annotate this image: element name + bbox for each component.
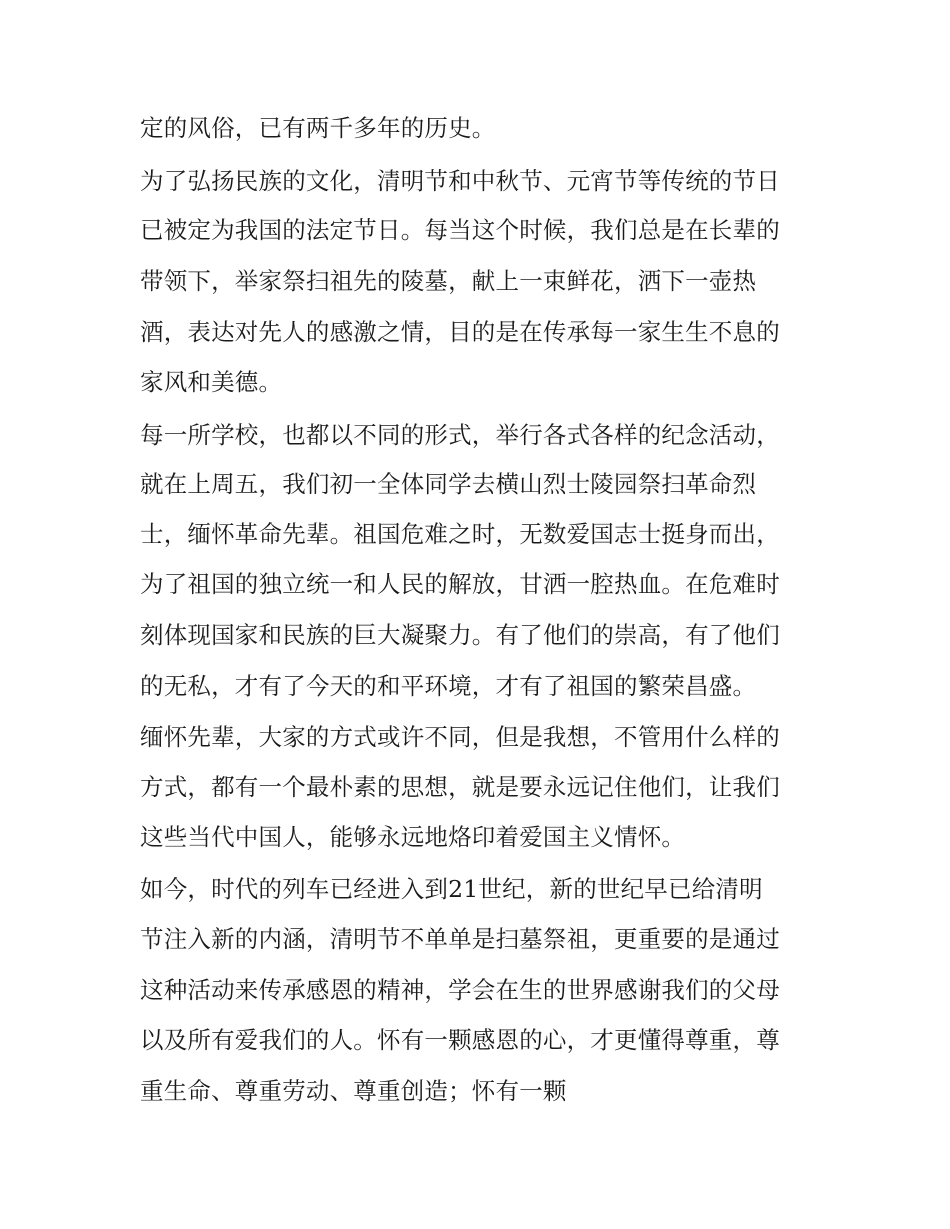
text-line: 为了祖国的独立统一和人民的解放，甘洒一腔热血。在危难时 xyxy=(140,570,780,598)
text-line: 重生命、尊重劳动、尊重创造；怀有一颗 xyxy=(140,1077,567,1105)
text-line: 如今，时代的列车已经进入到21世纪，新的世纪早已给清明 xyxy=(140,875,763,903)
text-line: 方式，都有一个最朴素的思想，就是要永远记住他们，让我们 xyxy=(140,773,780,801)
text-line: 家风和美德。 xyxy=(140,368,283,396)
text-line: 定的风俗，已有两千多年的历史。 xyxy=(140,114,496,142)
text-line: 士，缅怀革命先辈。祖国危难之时，无数爱国志士挺身而出， xyxy=(140,520,780,548)
text-line: 这种活动来传承感恩的精神，学会在生的世界感谢我们的父母 xyxy=(140,976,780,1004)
text-line: 为了弘扬民族的文化，清明节和中秋节、元宵节等传统的节日 xyxy=(140,167,780,195)
text-line: 酒，表达对先人的感激之情，目的是在传承每一家生生不息的 xyxy=(140,318,780,346)
text-line: 缅怀先辈，大家的方式或许不同，但是我想，不管用什么样的 xyxy=(140,723,780,751)
text-line: 已被定为我国的法定节日。每当这个时候，我们总是在长辈的 xyxy=(140,216,780,244)
text-line: 这些当代中国人，能够永远地烙印着爱国主义情怀。 xyxy=(140,823,686,851)
text-line: 带领下，举家祭扫祖先的陵墓，献上一束鲜花，洒下一壶热 xyxy=(140,267,757,295)
text-line: 就在上周五，我们初一全体同学去横山烈士陵园祭扫革命烈 xyxy=(140,470,757,498)
text-line: 刻体现国家和民族的巨大凝聚力。有了他们的崇高，有了他们 xyxy=(140,621,780,649)
text-line: 节注入新的内涵，清明节不单单是扫墓祭祖，更重要的是通过 xyxy=(140,925,780,953)
text-line: 以及所有爱我们的人。怀有一颗感恩的心，才更懂得尊重，尊 xyxy=(140,1026,780,1054)
text-line: 的无私，才有了今天的和平环境，才有了祖国的繁荣昌盛。 xyxy=(140,672,757,700)
text-line: 每一所学校，也都以不同的形式，举行各式各样的纪念活动， xyxy=(140,421,780,449)
